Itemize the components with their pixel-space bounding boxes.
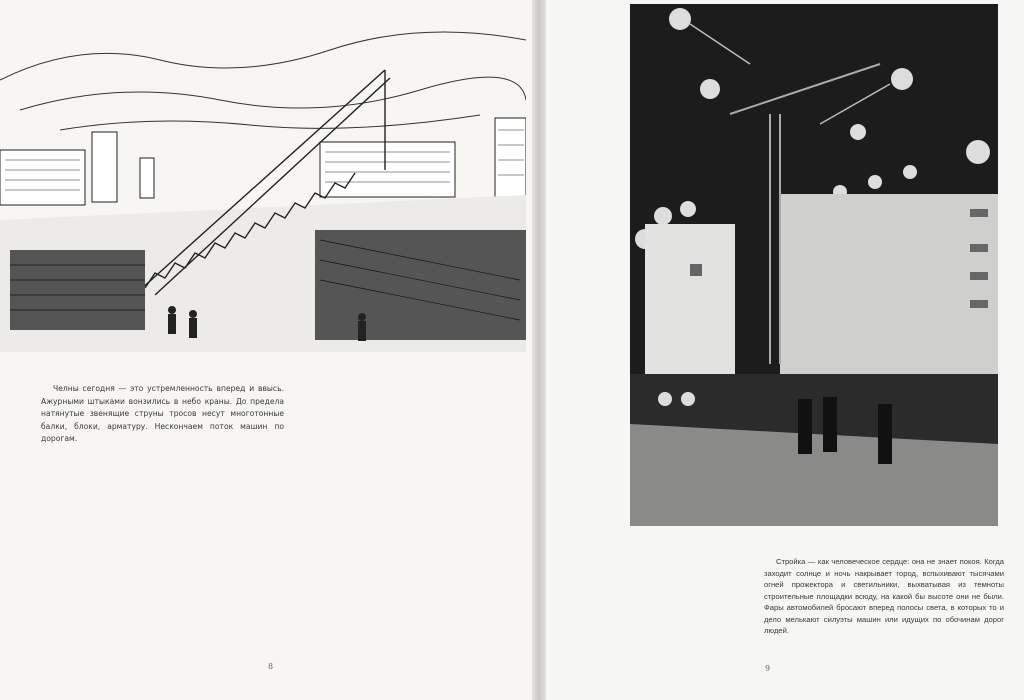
left-caption (41, 383, 284, 446)
left-caption-text: Челны сегодня — это устремленность вперед и ввысь. Ажурными штыками вонзились в небо краны. До предела натянутые звенящие струны тросов несут многотонные балки, блоки, арматуру. Нескончаем поток машин по дорогам. (41, 384, 284, 443)
right-caption-text: Стройка — как человеческое сердце: она не знает покоя. Когда заходит солнце и ночь накрывает город, вспыхивают тысячами огней прожектора и светильники, выхватывая из темноты строительные площадки всюду, на какой бы высоте они не были. Фары автомобилей бросают вперед полосы света, в которых то и дело мелькают силуэты машин или идущих по обочинам дорог людей. (764, 557, 1004, 635)
page-number-right: 9 (765, 664, 771, 673)
right-caption (764, 556, 1004, 637)
night-construction-illustration (630, 4, 998, 526)
right-page (546, 0, 1024, 700)
crane-construction-illustration (0, 20, 526, 352)
page-number-left: 8 (268, 662, 274, 671)
book-gutter (532, 0, 546, 700)
